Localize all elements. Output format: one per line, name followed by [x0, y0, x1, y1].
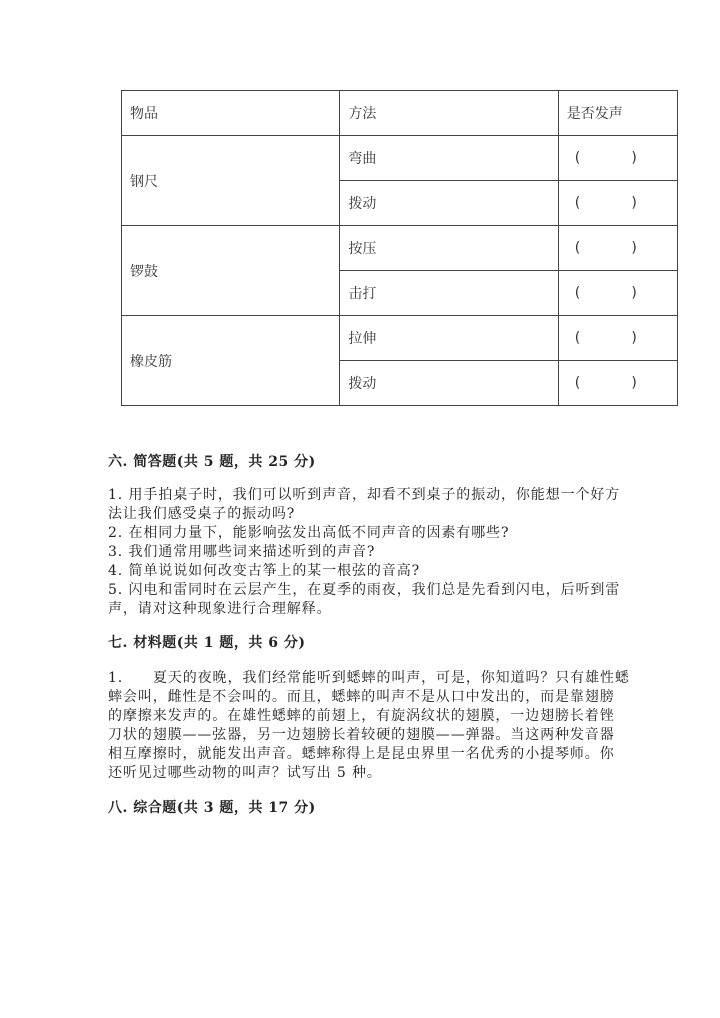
item-cell: 钢尺 — [122, 136, 340, 226]
material-line: 的摩擦来发声的。在雄性蟋蟀的前翅上，有旋涡纹状的翅膜，一边翅膀长着锉 — [108, 708, 615, 724]
header-item: 物品 — [122, 91, 340, 136]
table-row — [122, 136, 678, 181]
question-line: 3. 我们通常用哪些词来描述听到的声音? — [108, 544, 376, 560]
item-cell: 锣鼓 — [122, 226, 340, 316]
material-line: 还听见过哪些动物的叫声？试写出 5 种。 — [108, 765, 382, 781]
table-row — [122, 316, 678, 361]
sound-experiment-table — [121, 90, 678, 406]
material-line: 相互摩擦时，就能发出声音。蟋蟀称得上是昆虫界里一名优秀的小提琴师。你 — [108, 746, 615, 762]
question-line: 4. 简单说说如何改变古筝上的某一根弦的音高? — [108, 563, 421, 579]
table-row — [122, 226, 678, 271]
answer-blank[interactable]: ( ) — [558, 361, 677, 406]
header-method: 方法 — [340, 91, 558, 136]
method-cell: 按压 — [340, 226, 558, 271]
question-line: 2. 在相同力量下，能影响弦发出高低不同声音的因素有哪些? — [108, 525, 510, 541]
method-cell: 弯曲 — [340, 136, 558, 181]
method-cell: 拨动 — [340, 181, 558, 226]
material-line: 1. 夏天的夜晚，我们经常能听到蟋蟀的叫声，可是，你知道吗？只有雄性蟋 — [108, 670, 630, 686]
answer-blank[interactable]: ( ) — [558, 136, 677, 181]
material-line: 蟀会叫，雌性是不会叫的。而且，蟋蟀的叫声不是从口中发出的，而是靠翅膀 — [108, 689, 615, 705]
question-line: 1. 用手拍桌子时，我们可以听到声音，却看不到桌子的振动，你能想一个好方 — [108, 487, 621, 503]
answer-blank[interactable]: ( ) — [558, 271, 677, 316]
method-cell: 拉伸 — [340, 316, 558, 361]
question-line: 法让我们感受桌子的振动吗? — [108, 506, 296, 522]
material-line: 刀状的翅膜——弦器，另一边翅膀长着较硬的翅膜——弹器。当这两种发音器 — [108, 727, 615, 743]
section-7-title: 七. 材料题(共 1 题，共 6 分) — [108, 635, 306, 651]
method-cell: 击打 — [340, 271, 558, 316]
answer-blank[interactable]: ( ) — [558, 316, 677, 361]
section-8-title: 八. 综合题(共 3 题，共 17 分) — [108, 800, 316, 816]
answer-blank[interactable]: ( ) — [558, 181, 677, 226]
question-line: 声，请对这种现象进行合理解释。 — [108, 601, 332, 617]
method-cell: 拨动 — [340, 361, 558, 406]
header-sound: 是否发声 — [558, 91, 677, 136]
question-line: 5. 闪电和雷同时在云层产生，在夏季的雨夜，我们总是先看到闪电，后听到雷 — [108, 582, 621, 598]
item-cell: 橡皮筋 — [122, 316, 340, 406]
section-6-title: 六. 简答题(共 5 题，共 25 分) — [108, 454, 316, 470]
answer-blank[interactable]: ( ) — [558, 226, 677, 271]
table-header-row — [122, 91, 678, 136]
